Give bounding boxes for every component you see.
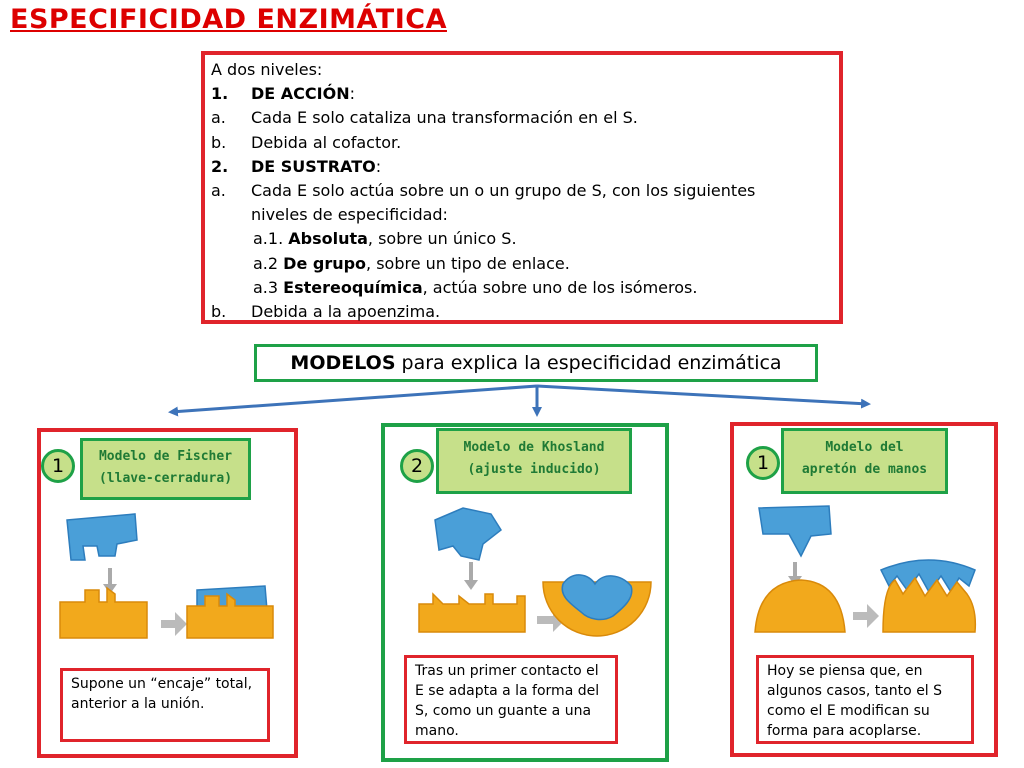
desc-handshake: Hoy se piensa que, en algunos casos, tanto el S como el E modifican su forma para acoplarse. [756, 655, 974, 744]
sub-item-de-grupo: a.2 De grupo, sobre un tipo de enlace. [253, 253, 570, 273]
definition-intro: A dos niveles: [211, 60, 323, 79]
handshake-illustration [745, 500, 985, 650]
badge-fischer: 1 [41, 449, 75, 483]
label-khosland: Modelo de Khosland (ajuste inducido) [436, 428, 632, 494]
models-heading-text: para explica la especificidad enzimática [395, 352, 782, 374]
level-2-item-a: a. Cada E solo actúa sobre un o un grupo de S, con los siguientes [211, 181, 756, 201]
level-2-item-b: b. Debida a la apoenzima. [211, 302, 441, 322]
arrow-left [171, 386, 537, 412]
sub-item-absoluta: a.1. Absoluta, sobre un único S. [253, 229, 517, 249]
fischer-illustration [55, 510, 285, 655]
level-1-marker: 1. [211, 84, 229, 104]
arrow-right [537, 386, 868, 404]
level-1-label: DE ACCIÓN [251, 84, 350, 104]
sub-item-estereoquimica: a.3 Estereoquímica, actúa sobre uno de los isómeros. [253, 277, 698, 297]
badge-handshake: 1 [746, 446, 780, 480]
desc-khosland: Tras un primer contacto el E se adapta a la forma del S, como un guante a una mano. [404, 655, 618, 744]
badge-khosland: 2 [400, 449, 434, 483]
desc-fischer: Supone un “encaje” total, anterior a la unión. [60, 668, 270, 742]
models-heading-bold: MODELOS [290, 352, 396, 374]
level-2: 2. DE SUSTRATO: [211, 155, 755, 179]
label-handshake: Modelo del apretón de manos [781, 428, 948, 494]
level-1: 1. DE ACCIÓN: [211, 82, 755, 106]
level-2-item-a-cont: niveles de especificidad: [251, 205, 448, 225]
level-1-item-b: b. Debida al cofactor. [211, 132, 402, 152]
khosland-illustration [413, 500, 658, 650]
level-2-marker: 2. [211, 156, 229, 176]
page-title: ESPECIFICIDAD ENZIMÁTICA [10, 4, 447, 35]
label-fischer: Modelo de Fischer (llave-cerradura) [80, 438, 251, 500]
level-2-label: DE SUSTRATO [251, 156, 376, 176]
level-1-item-a: a. Cada E solo cataliza una transformación en el S. [211, 108, 638, 128]
